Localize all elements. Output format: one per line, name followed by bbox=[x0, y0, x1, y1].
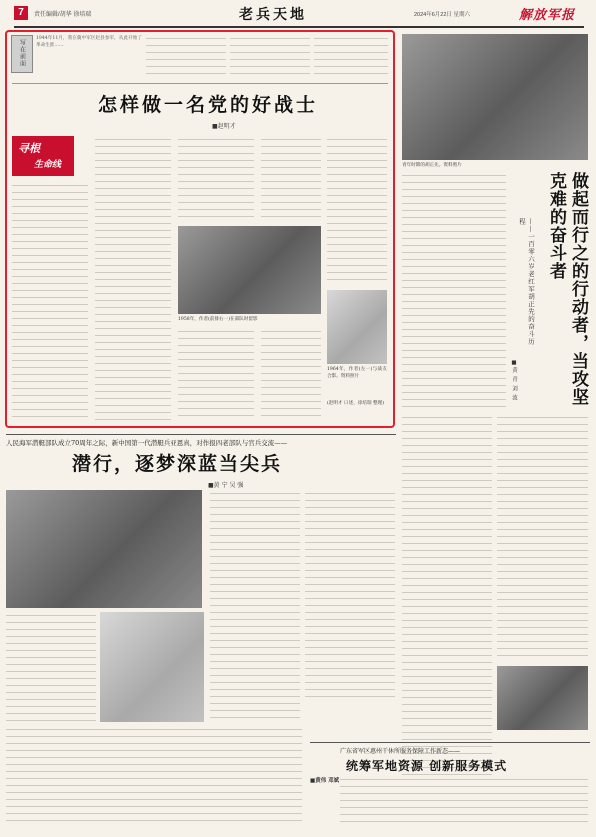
lower-body-col-b bbox=[305, 490, 395, 700]
paper-name: 解放军报 bbox=[519, 8, 576, 23]
bottom-right-kicker: 广东省军区惠州干休所服务保障工作新态—— bbox=[340, 748, 461, 755]
issue-date: 2024年6月22日 星期六 bbox=[414, 12, 470, 18]
intro-column-3 bbox=[230, 35, 310, 79]
lower-body-col-c bbox=[6, 612, 96, 722]
sidebar-label: 寻根 bbox=[18, 142, 40, 155]
lower-article-kicker: 人民海军潜艇部队成立70周年之际，新中国第一代潜艇兵亚恩真，对作报四老部队与官兵交流—— bbox=[6, 439, 288, 447]
main-body-col-3 bbox=[178, 136, 254, 221]
right-photo-portrait bbox=[497, 666, 588, 730]
main-body-col-4 bbox=[261, 136, 321, 221]
masthead bbox=[14, 4, 584, 28]
lower-article-byline: ■黄 宁 吴 强 bbox=[208, 482, 244, 489]
lower-body-col-d bbox=[6, 726, 302, 826]
right-article-byline: ■黄 青 刘 波 bbox=[511, 360, 517, 402]
main-photo-caption-2: 1964年，作者(左一)与战友合影。资料照片 bbox=[327, 367, 387, 379]
bottom-right-byline: ■黄伟 邓斌 bbox=[310, 778, 340, 784]
intro-column-2 bbox=[146, 35, 226, 79]
main-body-col-5 bbox=[327, 136, 387, 286]
editor-line: 责任编辑/胡华 徐培瑞 bbox=[34, 12, 92, 18]
intro-divider bbox=[12, 83, 388, 84]
right-body-col-3 bbox=[497, 414, 588, 659]
lower-article-title: 潜行，逐梦深蓝当尖兵 bbox=[72, 453, 283, 475]
lower-body-col-a bbox=[210, 490, 300, 720]
right-body-col-1 bbox=[402, 172, 506, 410]
right-photo-group bbox=[402, 34, 588, 160]
column-tag bbox=[11, 35, 33, 73]
main-body-col-3b bbox=[178, 328, 254, 420]
lower-photo-1 bbox=[6, 490, 202, 608]
sidebar-sub: 生命线 bbox=[34, 160, 62, 170]
main-body-col-1 bbox=[12, 182, 88, 420]
main-photo-caption-1: 1958年，作者(前排右一)在部队时留影 bbox=[178, 317, 258, 322]
right-photo-caption: 青年时期的胡正先。资料照片 bbox=[402, 163, 462, 168]
lower-photo-2 bbox=[100, 612, 204, 722]
bottom-right-body bbox=[340, 776, 588, 828]
section-title: 老兵天地 bbox=[239, 7, 307, 23]
right-article-subtitle: ——一百零六岁老红军胡正先的奋斗历程 bbox=[518, 218, 535, 346]
intro-column-4 bbox=[314, 35, 388, 79]
right-article-title: 做起而行之的行动者，当攻坚克难的奋斗者 bbox=[546, 172, 588, 406]
main-photo-soldiers bbox=[178, 226, 321, 314]
main-photo-portrait bbox=[327, 290, 387, 364]
main-article-tail-credit: (赵明才 口述，徐培瑞 整理) bbox=[327, 401, 385, 406]
main-body-col-4b bbox=[261, 328, 321, 420]
column-tag-label: 写在前面 bbox=[18, 39, 26, 67]
intro-lead: 1944年11月，我在冀中军区赵县参军，从此开始了革命生涯…… bbox=[36, 36, 142, 48]
bottom-right-divider bbox=[310, 742, 590, 743]
main-article-title: 怎样做一名党的好战士 bbox=[97, 94, 318, 116]
main-article-byline: ■赵明才 bbox=[212, 123, 236, 130]
lower-divider bbox=[6, 434, 396, 435]
intro-paragraph bbox=[36, 35, 142, 79]
sidebar-badge bbox=[12, 136, 74, 176]
bottom-right-title: 统筹军地资源 创新服务模式 bbox=[346, 759, 508, 773]
main-body-col-2 bbox=[95, 136, 171, 420]
page-number: 7 bbox=[14, 6, 28, 20]
